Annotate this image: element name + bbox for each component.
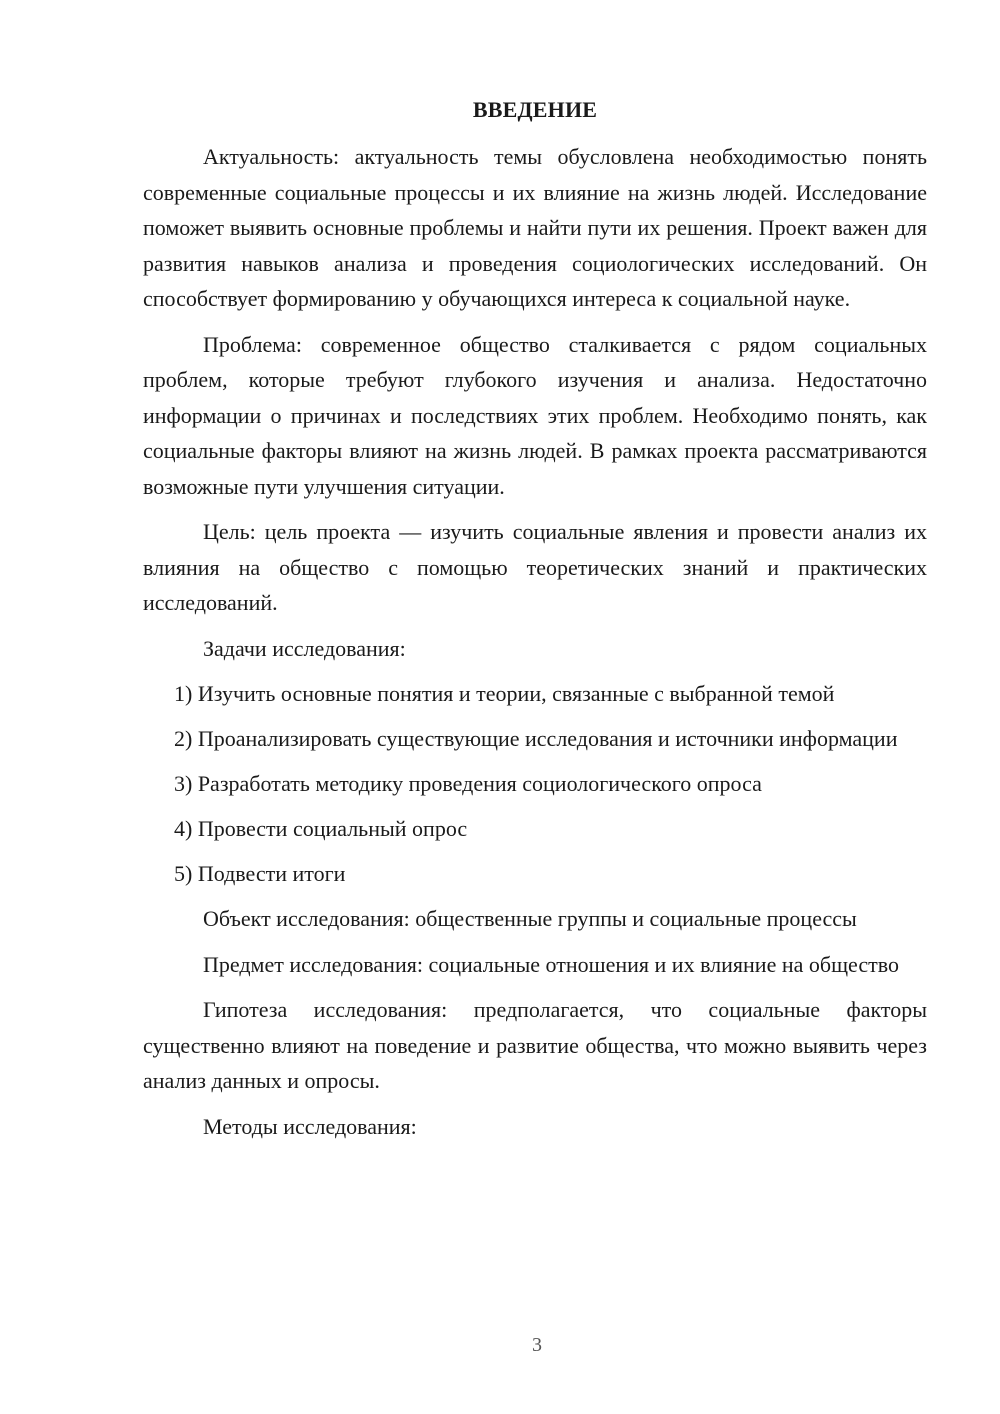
task-item: 4) Провести социальный опрос: [174, 816, 468, 841]
task-item: 1) Изучить основные понятия и теории, связанные с выбранной темой: [174, 681, 835, 706]
relevance-paragraph: Актуальность: актуальность темы обусловлена необходимостью понять современные социальные процессы и их влияние на жизнь людей. Исследование поможет выявить основные проблемы и найти пути их решения. Проект важен для развития навыков анализа и проведения социологических исследований. Он способствует формированию у обучающихся интереса к социальной науке.: [143, 144, 927, 311]
page-number: 3: [532, 1334, 542, 1356]
task-item: 3) Разработать методику проведения социологического опроса: [174, 771, 762, 796]
page-content: [143, 95, 927, 1154]
subject-paragraph: Предмет исследования: социальные отношения и их влияние на общество: [203, 951, 899, 977]
page-title: ВВЕДЕНИЕ: [472, 97, 598, 122]
problem-paragraph: Проблема: современное общество сталкивается с рядом социальных проблем, которые требуют глубокого изучения и анализа. Недостаточно информации о причинах и последствиях этих проблем. Необходимо понять, как социальные факторы влияют на жизнь людей. В рамках проекта рассматриваются возможные пути улучшения ситуации.: [143, 331, 927, 499]
methods-heading: Методы исследования:: [203, 1113, 417, 1139]
hypothesis-paragraph: Гипотеза исследования: предполагается, что социальные факторы существенно влияют на поведение и развитие общества, что можно выявить через анализ данных и опросы.: [143, 997, 927, 1093]
task-item: 2) Проанализировать существующие исследования и источники информации: [174, 726, 898, 751]
tasks-heading: Задачи исследования:: [203, 635, 406, 661]
task-item: 5) Подвести итоги: [174, 861, 346, 886]
goal-paragraph: Цель: цель проекта — изучить социальные явления и провести анализ их влияния на общество с помощью теоретических знаний и практических исследований.: [143, 519, 927, 615]
object-paragraph: Объект исследования: общественные группы и социальные процессы: [203, 906, 857, 931]
